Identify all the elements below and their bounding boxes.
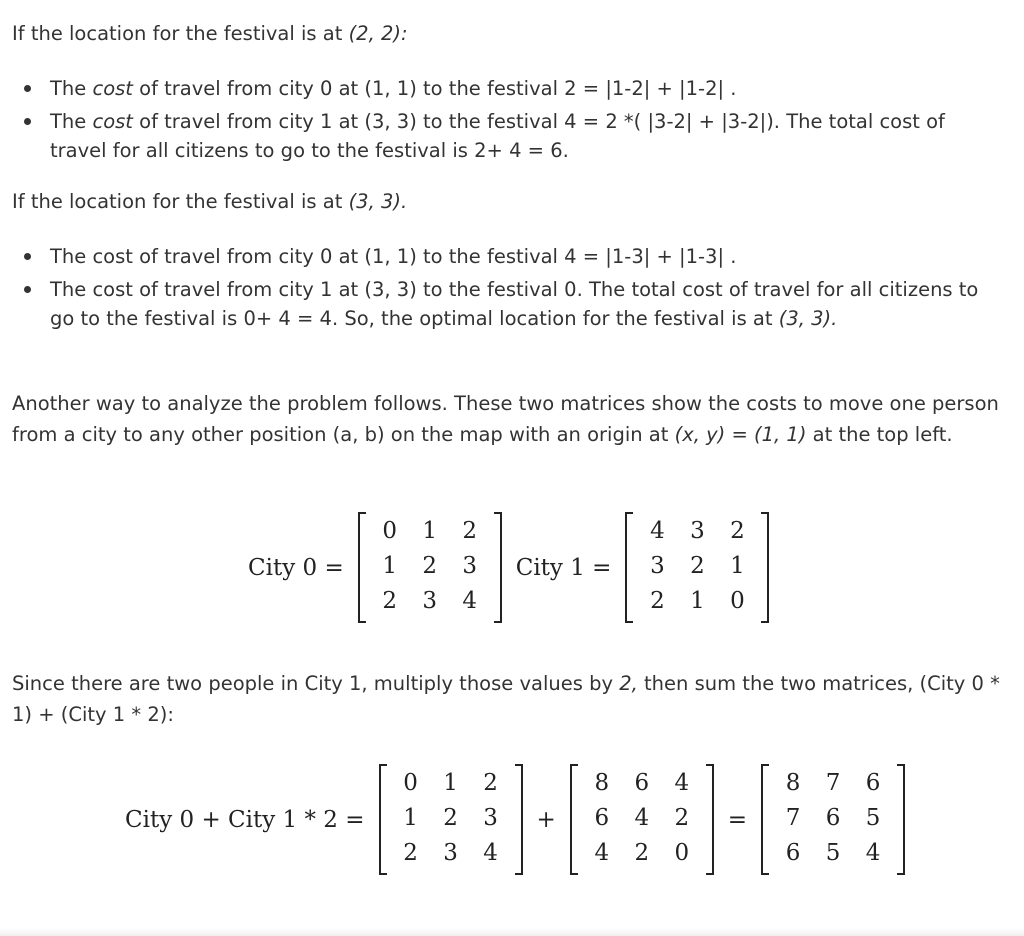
city0-matrix: 0 1 2 1 2 3 2 3 4 xyxy=(358,512,502,623)
equals-sign: = xyxy=(727,806,748,833)
list-item: The cost of travel from city 1 at (3, 3) to the festival 4 = 2 *( |3-2| + |3-2|). The total cost of travel for all citizens to go to the festival is 2+ 4 = 6. xyxy=(50,107,1000,165)
city1-label: City 1 = xyxy=(515,554,612,581)
weighted-sum-equation xyxy=(125,764,905,875)
intro-22: If the location for the festival is at (2, 2): xyxy=(12,22,408,45)
intro-33: If the location for the festival is at (3, 3). xyxy=(12,190,408,213)
city0-weighted-matrix: 0 1 2 1 2 3 2 3 4 xyxy=(379,764,523,875)
total-cost-matrix: 8 7 6 7 6 5 6 5 4 xyxy=(761,764,905,875)
city1-matrix: 4 3 2 3 2 1 2 1 0 xyxy=(625,512,769,623)
list-item: The cost of travel from city 0 at (1, 1) to the festival 2 = |1-2| + |1-2| . xyxy=(50,74,1000,103)
city1-weighted-matrix: 8 6 4 6 4 2 4 2 0 xyxy=(570,764,714,875)
bottom-divider xyxy=(0,928,1024,936)
sum-lhs-label: City 0 + City 1 * 2 = xyxy=(125,806,365,833)
list-item: The cost of travel from city 1 at (3, 3) to the festival 0. The total cost of travel for all citizens to go to the festival is 0+ 4 = 4. So, the optimal location for the festival is at (3, 3). xyxy=(50,275,1000,333)
list-item: The cost of travel from city 0 at (1, 1) to the festival 4 = |1-3| + |1-3| . xyxy=(50,242,1000,271)
city-matrices-equation xyxy=(248,512,769,623)
bullet-list-33 xyxy=(50,242,1000,337)
plus-sign: + xyxy=(536,806,556,833)
sum-explanation: Since there are two people in City 1, multiply those values by 2, then sum the two matrices, (City 0 * 1) + (City 1 * 2): xyxy=(12,672,1000,726)
city0-label: City 0 = xyxy=(248,554,344,581)
matrix-explanation: Another way to analyze the problem follows. These two matrices show the costs to move one person from a city to any other position (a, b) on the map with an origin at (x, y) = (1, 1) at the top left. xyxy=(12,392,999,446)
bullet-list-22 xyxy=(50,74,1000,169)
